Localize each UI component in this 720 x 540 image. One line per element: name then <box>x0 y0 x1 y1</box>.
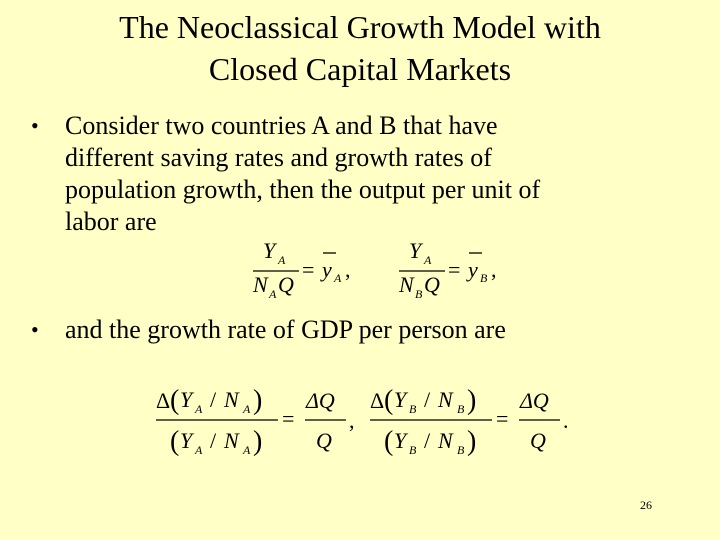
eq2a-sep: , <box>349 408 355 433</box>
equation-2b <box>370 385 569 457</box>
eq1a-num-sub: A <box>278 253 286 267</box>
eq2b-y: Y <box>394 387 407 412</box>
bullet-1 <box>31 110 691 250</box>
equation-2a <box>156 385 355 457</box>
eq1a-equals: = <box>302 257 315 282</box>
eq1b-sep: , <box>491 257 497 282</box>
page-number: 26 <box>640 498 652 512</box>
eq1b-num: Y <box>409 238 422 263</box>
eq1a-sep: , <box>345 257 351 282</box>
eq1b-den-sub: B <box>415 287 423 300</box>
bullet-marker: • <box>31 113 39 138</box>
eq2b-n: N <box>438 387 453 412</box>
eq2a-rhs-num: ΔQ <box>306 388 335 413</box>
eq2a-rparen-top: ) <box>253 385 263 416</box>
eq2b-den-n-sub: B <box>457 443 465 457</box>
eq2b-lparen-bot: ( <box>384 426 394 457</box>
bullet-1-line-2: different saving rates and growth rates of <box>65 143 492 172</box>
bullet-1-text <box>65 110 540 238</box>
eq2a-equals: = <box>282 406 295 431</box>
eq1a-num: Y <box>263 238 276 263</box>
equation-output-per-labor <box>245 232 515 300</box>
eq2a-n-sub: A <box>243 402 251 416</box>
bullet-2 <box>31 314 691 354</box>
eq1b-den-n: N <box>399 272 414 297</box>
eq2b-y-sub: B <box>409 402 417 416</box>
eq2a-n: N <box>224 387 239 412</box>
eq1b-equals: = <box>448 257 461 282</box>
eq1a-rhs: y <box>322 257 332 282</box>
eq2b-den-slash: / <box>424 428 431 453</box>
eq2b-den-y: Y <box>394 428 407 453</box>
eq1b-rhs: y <box>468 257 478 282</box>
eq2b-n-sub: B <box>457 402 465 416</box>
eq2a-y: Y <box>180 387 193 412</box>
bullet-2-line-1: and the growth rate of GDP per person are <box>65 315 506 344</box>
eq2a-y-sub: A <box>195 402 203 416</box>
eq2b-lparen-top: ( <box>384 385 394 416</box>
equation-1a <box>252 238 351 300</box>
eq1b-num-sub: A <box>424 253 432 267</box>
bullet-1-line-4: labor are <box>65 207 157 236</box>
bullet-1-line-1: Consider two countries A and B that have <box>65 111 498 140</box>
eq2a-delta: Δ <box>156 388 171 413</box>
bullet-marker: • <box>31 317 39 342</box>
eq2b-rparen-top: ) <box>467 385 477 416</box>
eq2a-lparen-bot: ( <box>170 426 180 457</box>
eq2a-den-y-sub: A <box>195 443 203 457</box>
eq2b-den-n: N <box>438 428 453 453</box>
eq2b-rparen-bot: ) <box>467 426 477 457</box>
bullet-1-line-3: population growth, then the output per unit of <box>65 175 541 204</box>
eq1b-den-q: Q <box>424 272 440 297</box>
eq2b-den-y-sub: B <box>409 443 417 457</box>
eq1a-den-q: Q <box>278 272 294 297</box>
eq1a-den-sub: A <box>269 287 277 300</box>
eq2a-den-slash: / <box>210 428 217 453</box>
equation-growth-rate <box>150 378 590 460</box>
eq2a-lparen-top: ( <box>170 385 180 416</box>
equation-1b <box>398 238 497 300</box>
eq2b-sep: . <box>563 408 569 433</box>
eq2b-delta: Δ <box>370 388 385 413</box>
eq2b-slash: / <box>424 387 431 412</box>
eq1a-den-n: N <box>253 272 268 297</box>
eq2a-den-y: Y <box>180 428 193 453</box>
eq2b-equals: = <box>496 406 509 431</box>
bullet-2-text <box>65 314 506 346</box>
eq1b-rhs-sub: B <box>480 271 488 285</box>
eq2a-den-n-sub: A <box>243 443 251 457</box>
eq2b-rhs-num: ΔQ <box>520 388 549 413</box>
eq2b-rhs-den: Q <box>530 428 546 453</box>
eq2a-rparen-bot: ) <box>253 426 263 457</box>
title-line-2: Closed Capital Markets <box>208 51 512 87</box>
eq2a-rhs-den: Q <box>316 428 332 453</box>
title-line-1: The Neoclassical Growth Model with <box>119 9 601 45</box>
slide-title <box>0 6 720 90</box>
eq2a-slash: / <box>210 387 217 412</box>
eq1a-rhs-sub: A <box>334 271 342 285</box>
eq2a-den-n: N <box>224 428 239 453</box>
